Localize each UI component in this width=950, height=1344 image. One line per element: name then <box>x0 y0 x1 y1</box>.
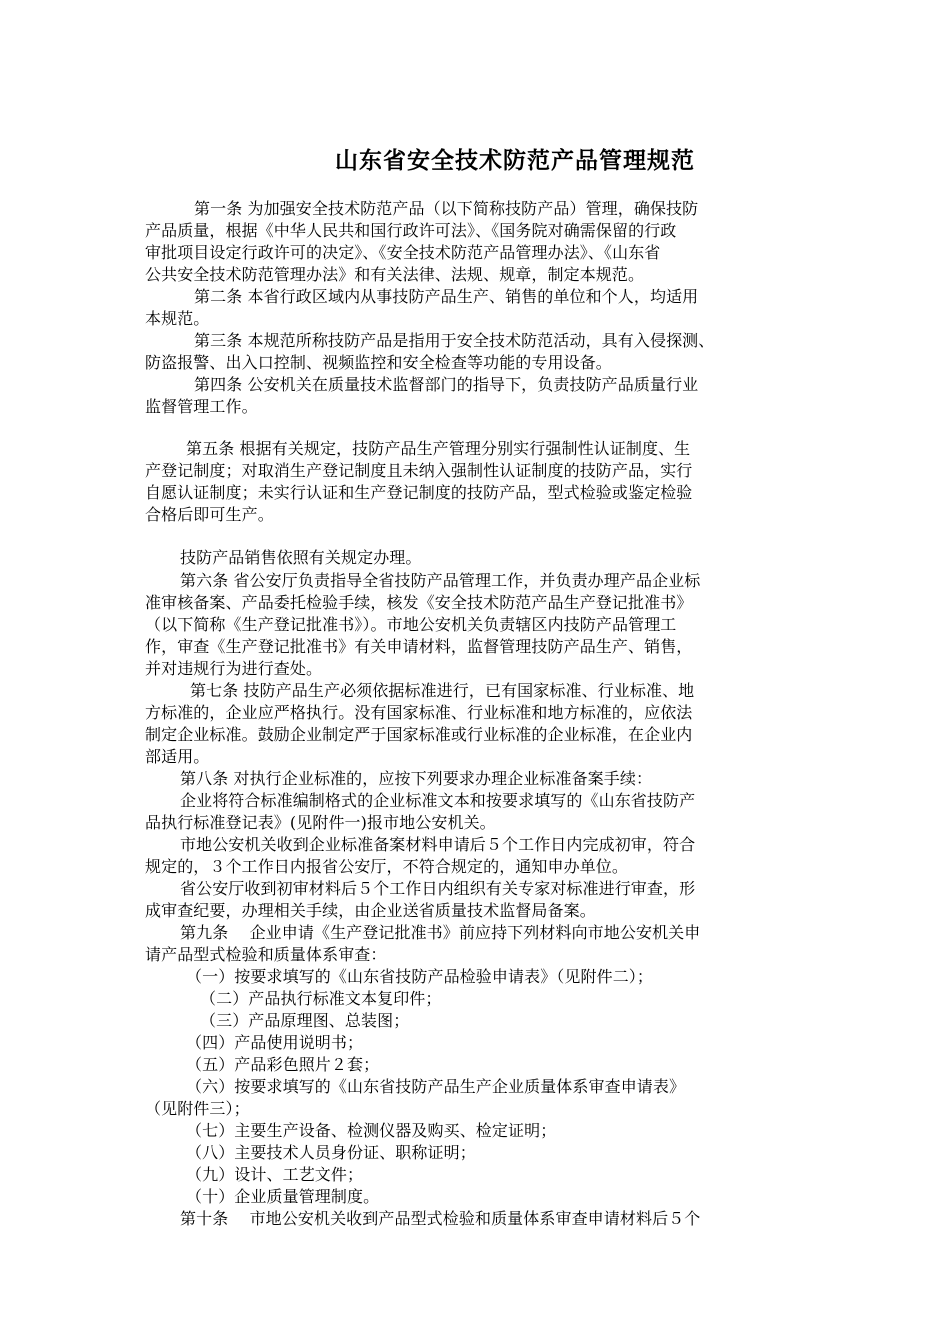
text-line: 合格后即可生产。 <box>145 505 274 524</box>
text-line: 第四条 公安机关在质量技术监督部门的指导下，负责技防产品质量行业 <box>194 375 699 394</box>
text-line: 第二条 本省行政区域内从事技防产品生产、销售的单位和个人，均适用 <box>194 287 699 306</box>
text-line: 请产品型式检验和质量体系审查： <box>145 945 387 964</box>
text-line: 技防产品销售依照有关规定办理。 <box>180 548 422 567</box>
text-line: 并对违规行为进行查处。 <box>145 659 323 678</box>
text-line: （六）按要求填写的《山东省技防产品生产企业质量体系审查申请表》 <box>186 1077 686 1096</box>
text-line: （三）产品原理图、总装图； <box>200 1011 410 1030</box>
text-line: 第九条 企业申请《生产登记批准书》前应持下列材料向市地公安机关申 <box>180 923 701 942</box>
text-line: （十）企业质量管理制度。 <box>186 1187 380 1206</box>
text-line: 审批项目设定行政许可的决定》、《安全技术防范产品管理办法》、《山东省 <box>145 243 661 262</box>
text-line: 第十条 市地公安机关收到产品型式检验和质量体系审查申请材料后５个 <box>180 1209 701 1228</box>
text-line: （一）按要求填写的《山东省技防产品检验申请表》（见附件二）； <box>186 967 654 986</box>
text-line: 第六条 省公安厅负责指导全省技防产品管理工作，并负责办理产品企业标 <box>180 571 701 590</box>
text-line: 作，审查《生产登记批准书》有关申请材料，监督管理技防产品生产、销售， <box>145 637 693 656</box>
text-line: 第三条 本规范所称技防产品是指用于安全技术防范活动，具有入侵探测、 <box>194 331 715 350</box>
text-line: 品执行标准登记表》(见附件一)报市地公安机关。 <box>145 813 496 832</box>
text-line: 部适用。 <box>145 747 210 766</box>
text-line: （五）产品彩色照片２套； <box>186 1055 380 1074</box>
text-line: 第八条 对执行企业标准的，应按下列要求办理企业标准备案手续： <box>180 769 653 788</box>
text-line: 市地公安机关收到企业标准备案材料申请后５个工作日内完成初审，符合 <box>180 835 696 854</box>
text-line: 监督管理工作。 <box>145 397 258 416</box>
text-line: 防盗报警、出入口控制、视频监控和安全检查等功能的专用设备。 <box>145 353 612 372</box>
text-line: 成审查纪要，办理相关手续，由企业送省质量技术监督局备案。 <box>145 901 596 920</box>
text-line: 第七条 技防产品生产必须依据标准进行，已有国家标准、行业标准、地 <box>190 681 695 700</box>
text-line: 制定企业标准。鼓励企业制定严于国家标准或行业标准的企业标准，在企业内 <box>145 725 693 744</box>
text-line: 第五条 根据有关规定，技防产品生产管理分别实行强制性认证制度、生 <box>186 439 691 458</box>
text-line: 省公安厅收到初审材料后５个工作日内组织有关专家对标准进行审查，形 <box>180 879 696 898</box>
text-line: 自愿认证制度；未实行认证和生产登记制度的技防产品，型式检验或鉴定检验 <box>145 483 693 502</box>
text-line: （见附件三）； <box>145 1099 250 1118</box>
text-line: （以下简称《生产登记批准书》）。市地公安机关负责辖区内技防产品管理工 <box>145 615 677 634</box>
text-line: 企业将符合标准编制格式的企业标准文本和按要求填写的《山东省技防产 <box>180 791 696 810</box>
text-line: （九）设计、工艺文件； <box>186 1165 364 1184</box>
text-line: 本规范。 <box>145 309 210 328</box>
text-line: （八）主要技术人员身份证、职称证明； <box>186 1143 476 1162</box>
text-line: 公共安全技术防范管理办法》和有关法律、法规、规章，制定本规范。 <box>145 265 645 284</box>
text-line: （七）主要生产设备、检测仪器及购买、检定证明； <box>186 1121 557 1140</box>
document-title: 山东省安全技术防范产品管理规范 <box>335 148 695 174</box>
text-line: 方标准的，企业应严格执行。没有国家标准、行业标准和地方标准的，应依法 <box>145 703 693 722</box>
text-line: （四）产品使用说明书； <box>186 1033 364 1052</box>
text-line: 准审核备案、产品委托检验手续，核发《安全技术防范产品生产登记批准书》 <box>145 593 693 612</box>
text-line: （二）产品执行标准文本复印件； <box>200 989 442 1008</box>
text-line: 产品质量，根据《中华人民共和国行政许可法》、《国务院对确需保留的行政 <box>145 221 677 240</box>
text-line: 规定的，３个工作日内报省公安厅，不符合规定的，通知申办单位。 <box>145 857 629 876</box>
text-line: 产登记制度；对取消生产登记制度且未纳入强制性认证制度的技防产品，实行 <box>145 461 693 480</box>
text-line: 第一条 为加强安全技术防范产品（以下简称技防产品）管理，确保技防 <box>194 199 699 218</box>
